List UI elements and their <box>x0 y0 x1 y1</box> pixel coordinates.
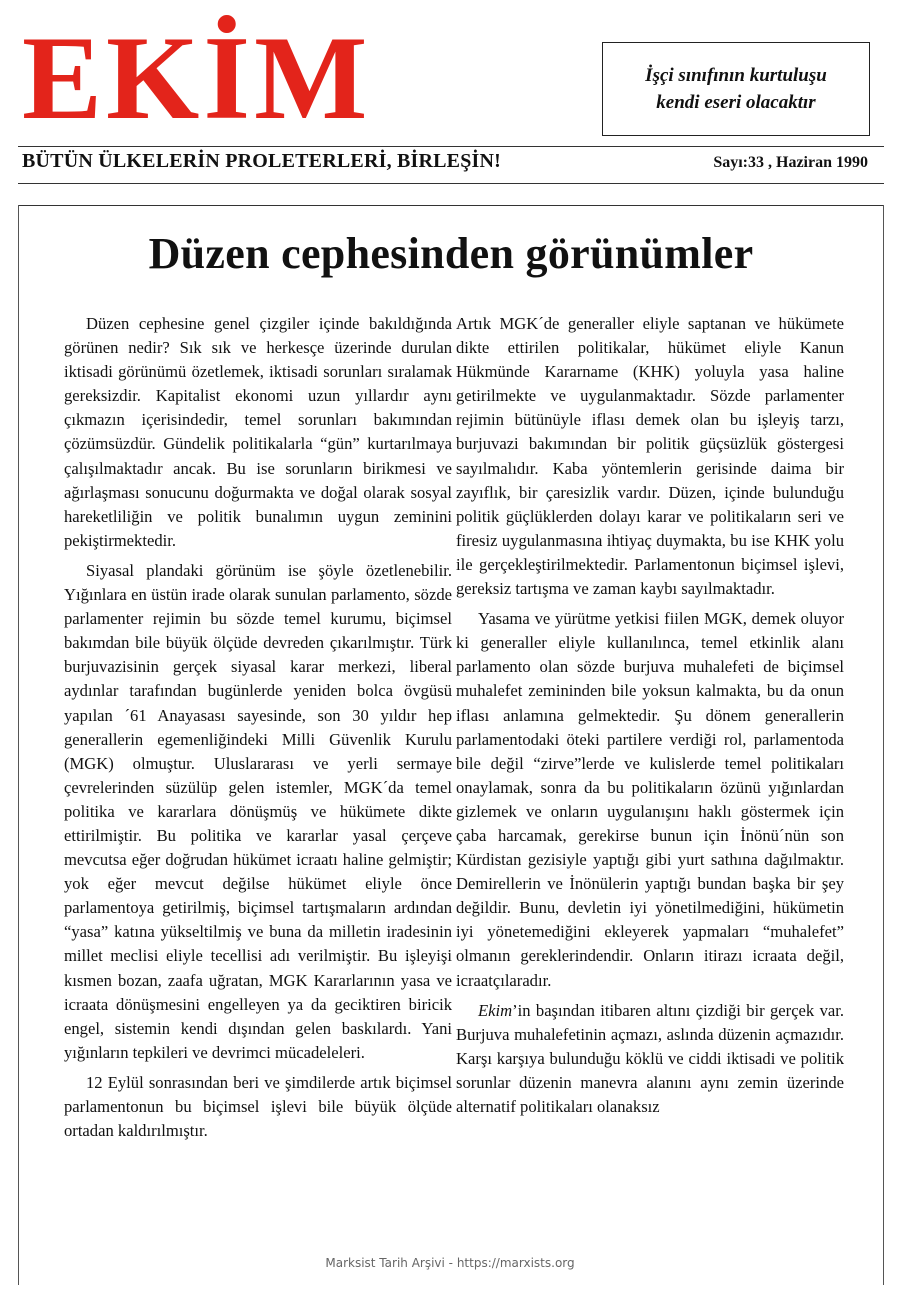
top-divider <box>18 146 884 147</box>
paragraph: Düzen cephesine genel çizgiler içinde bakıldığında görünen nedir? Sık sık ve herkesçe üzerinde durulan iktisadi görünümü özetlemek, iktisadi sorunları sıralamak gereksizdir. Kapitalist ekonomi uzun yıllardır aynı çıkmazın içerisindedir, temel sorunları bakımından çözümsüzdür. Gündelik politikalarla “gün” kurtarılmaya çalışılmaktadır ancak. Bu ise sorunların birikmesi ve ağırlaşması sonucunu doğurmakta ve doğal olarak sosyal hareketliliğin ve politik bunalımın uygun zeminini pekiştirmektedir. <box>64 314 452 550</box>
paragraph: Artık MGK´de generaller eliyle saptanan ve hükümete dikte ettirilen politikalar, hükümet eliyle Kanun Hükmünde Kararname (KHK) yoluyla yasa haline getirilmekte ve uygulanmaktadır. Sözde parlamenter rejimin bütünüyle iflası demek olan bu işleyiş tarzı, burjuvazi bakımından bir politik güçsüzlük göstergesi sayılmalıdır. Kaba yöntemlerin gerisinde daima bir zayıflık, bir çaresizlik vardır. Düzen, içinde bulunduğu politik güçlüklerden dolayı karar ve politikaların seri ve firesiz uygulanmasına ihtiyaç duymakta, bu ise KHK yolu ile gerçekleştirilmektedir. Parlamentonun biçimsel işlevi, gereksiz tartışma ve zaman kaybı sayılmaktadır. <box>456 314 844 599</box>
masthead-logo: EKİM <box>22 11 372 144</box>
article-column-right <box>456 312 844 1125</box>
paragraph: 12 Eylül sonrasından beri ve şimdilerde artık biçimsel parlamentonun bu biçimsel işlevi bile büyük ölçüde ortadan kaldırılmıştır. <box>64 1072 452 1141</box>
paragraph <box>456 999 844 1119</box>
paragraph: Yasama ve yürütme yetkisi fiilen MGK, demek oluyor ki generaller eliyle kullanılınca, temel etkinlik alanı parlamento olan sözde burjuva muhalefeti de biçimsel muhalefet zemininden bile yoksun kalmakta, bu da onun iflası anlamına gelmektedir. Şu dönem generallerin parlamentodaki öteki partilere verdiği rol, parlamentoda bile değil “zirve”lerde ve kulislerde temel politikaları onaylamak, sonra da bu politikaların özünü yığınlardan gizlemek ve onların uygulanışını haklı göstermek için çaba harcamak, gerekirse bunun için İnönü´nün son Kürdistan gezisiyle yaptığı gibi yurt sathına dağılmaktır. Demirellerin ve İnönülerin yaptığı bundan başka bir şey değildir. Bunu, devletin iyi yönetilmediğini, hükümetin iyi yönetemediğini ekleyerek yapmaları “muhalefet” olmanın gereklerindendir. Onların itirazı icraata değil, icraatçılaradır. <box>456 609 844 990</box>
emphasis-ekim: Ekim <box>478 1000 513 1020</box>
header-divider <box>18 183 884 184</box>
article-title: Düzen cephesinden görünümler <box>148 229 754 278</box>
motto-box <box>602 42 870 136</box>
paragraph: Siyasal plandaki görünüm ise şöyle özetlenebilir. Yığınlara en üstün irade olarak sunulan parlamento, sözde parlamenter rejimin bu sözde temel kurumu, biçimsel bakımdan bile büyük ölçüde devreden çıkarılmıştır. Türk burjuvazisinin gerçek siyasal karar merkezi, liberal aydınlar tarafından bugünlerde yeniden bolca övgüsü yapılan ´61 Anayasası sayesinde, son 30 yıldır hep generallerin egemenliğindeki Milli Güvenlik Kurulu (MGK) olmuştur. Uluslararası ve yerli sermaye çevrelerinden süzülüp gelen istemler, MGK´da temel politika ve kararlara dönüşmüş ve hükümete dikte ettirilmiştir. Bu politika ve kararlar yasal çerçeve mevcutsa eğer doğrudan hükümet icraatı haline gelmiştir; yok eğer mevcut değilse hükümet eliyle önce parlamentoya getirilmiş, biçimsel tartışmaların ardından “yasa” katına yükseltilmiş ve buna da milletin iradesinin millet meclisi eliyle tecellisi adı verilmiştir. Bu işleyişi kısmen bozan, zaafa uğratan, MGK Kararlarının yasa ve icraata dönüşmesini engelleyen ya da geciktiren biricik engel, sistemin kendi dışından gelen baskılardı. Yani yığınların tepkileri ve devrimci mücadeleleri. <box>64 560 452 1062</box>
issue-info: Sayı:33 , Haziran 1990 <box>713 154 868 171</box>
paragraph-text: ’in başından itibaren altını çizdiği bir gerçek var. Burjuva muhalefetinin açmazı, aslında düzenin açmazıdır. Karşı karşıya bulunduğu köklü ve ciddi iktisadi ve politik sorunlar düzenin manevra alanını aynı zemin üzerinde alternatif politikaları olanaksız <box>456 1000 844 1116</box>
motto-line-2: kendi eseri olacaktır <box>656 92 816 113</box>
article-column-left <box>64 312 452 1149</box>
slogan: BÜTÜN ÜLKELERİN PROLETERLERİ, BİRLEŞİN! <box>22 150 502 172</box>
watermark-footer: Marksist Tarih Arşivi - https://marxists.org <box>325 1256 575 1270</box>
motto-line-1: İşçi sınıfının kurtuluşu <box>645 65 827 86</box>
